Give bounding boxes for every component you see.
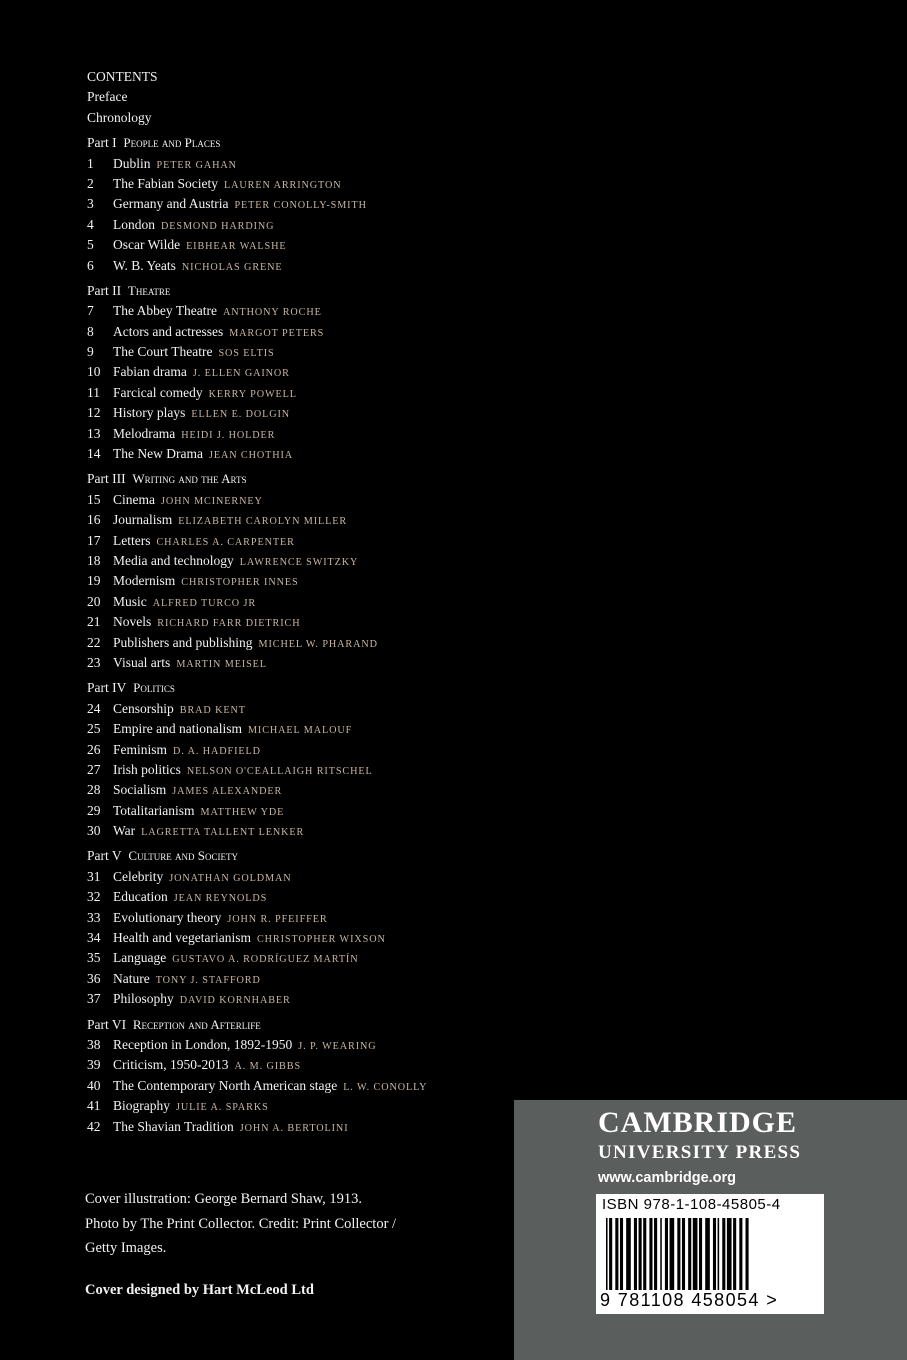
chapter-entry [87, 510, 507, 530]
chapter-author: JONATHAN GOLDMAN [169, 872, 292, 884]
chapter-number: 10 [87, 364, 101, 380]
chapter-entry [87, 235, 507, 255]
barcode-bar [606, 1218, 608, 1290]
barcode-bar [620, 1218, 623, 1290]
chapter-title: The New Drama [113, 446, 203, 462]
chapter-entry [87, 215, 507, 235]
chapter-title: Publishers and publishing [113, 634, 253, 650]
chapter-number: 42 [87, 1118, 101, 1134]
chapter-author: ALFRED TURCO JR [152, 597, 257, 609]
chapter-title: Socialism [113, 782, 167, 798]
chapter-title: Actors and actresses [113, 323, 224, 339]
barcode-bar [670, 1218, 675, 1290]
barcode-bar [654, 1218, 657, 1290]
chapter-number: 27 [87, 761, 101, 777]
part-label: Part IV [87, 680, 127, 696]
barcode-bar [713, 1218, 716, 1290]
chapter-author: EIBHEAR WALSHE [186, 241, 287, 253]
barcode-bar [660, 1218, 662, 1290]
chapter-entry [87, 1035, 507, 1055]
chapter-number: 33 [87, 909, 101, 925]
part-heading [87, 846, 507, 866]
chapter-entry [87, 571, 507, 591]
part-title: People and Places [123, 135, 221, 151]
chapter-entry [87, 928, 507, 948]
chapter-number: 23 [87, 654, 101, 670]
part-heading [87, 281, 507, 301]
chapter-author: LAWRENCE SWITZKY [239, 556, 359, 568]
chapter-entry [87, 424, 507, 444]
chapter-author: MATTHEW YDE [200, 806, 285, 818]
chapter-number: 36 [87, 970, 101, 986]
part-label: Part III [87, 471, 126, 487]
chapter-author: GUSTAVO A. RODRÍGUEZ MARTÍN [172, 954, 359, 966]
chapter-title: The Court Theatre [113, 344, 213, 360]
chapter-author: DAVID KORNHABER [179, 995, 291, 1007]
chapter-number: 14 [87, 446, 101, 462]
chapter-number: 24 [87, 700, 101, 716]
part-title: Theatre [127, 282, 171, 298]
chapter-author: ELIZABETH CAROLYN MILLER [178, 516, 348, 528]
chapter-entry [87, 633, 507, 653]
chapter-title: Irish politics [113, 761, 181, 777]
credit-line-1: Cover illustration: George Bernard Shaw, 1913. [85, 1191, 363, 1207]
chapter-number: 8 [87, 323, 94, 339]
chapter-number: 28 [87, 782, 101, 798]
chapter-number: 35 [87, 950, 101, 966]
barcode-bar [609, 1218, 612, 1290]
chapter-entry [87, 801, 507, 821]
chapter-entry [87, 1055, 507, 1075]
part-label: Part VI [87, 1016, 127, 1032]
chapter-title: Philosophy [113, 991, 174, 1007]
chapter-title: Health and vegetarianism [113, 930, 251, 946]
chapter-author: MICHEL W. PHARAND [258, 638, 378, 650]
chapter-author: KERRY POWELL [208, 388, 297, 400]
chapter-author: JOHN A. BERTOLINI [239, 1122, 349, 1134]
chapter-title: Celebrity [113, 868, 164, 884]
chapter-number: 7 [87, 303, 94, 319]
chapter-number: 37 [87, 991, 101, 1007]
chapter-author: JEAN CHOTHIA [208, 450, 294, 462]
barcode-bar [626, 1218, 631, 1290]
chapter-title: Reception in London, 1892-1950 [113, 1036, 293, 1052]
chapter-author: L. W. CONOLLY [343, 1081, 428, 1093]
chapter-number: 16 [87, 512, 101, 528]
chapter-number: 11 [87, 384, 100, 400]
chapter-entry [87, 490, 507, 510]
chapter-number: 41 [87, 1098, 101, 1114]
part-title: Reception and Afterlife [132, 1016, 261, 1032]
chapter-number: 34 [87, 930, 101, 946]
chapter-author: CHARLES A. CARPENTER [156, 536, 295, 548]
front-matter-item: Chronology [87, 109, 152, 125]
chapter-number: 20 [87, 593, 101, 609]
barcode-bar [688, 1218, 691, 1290]
chapter-number: 30 [87, 823, 101, 839]
chapter-title: Feminism [113, 741, 168, 757]
chapter-number: 15 [87, 491, 101, 507]
chapter-author: TONY J. STAFFORD [155, 974, 261, 986]
barcode-bar [733, 1218, 736, 1290]
chapter-title: Evolutionary theory [113, 909, 222, 925]
part-heading [87, 678, 507, 698]
chapter-author: ANTHONY ROCHE [222, 307, 322, 319]
chapter-number: 25 [87, 721, 101, 737]
chapter-title: Melodrama [113, 425, 176, 441]
chapter-author: JAMES ALEXANDER [172, 786, 283, 798]
chapter-author: JOHN MCINERNEY [161, 495, 263, 507]
chapter-title: Oscar Wilde [113, 237, 181, 253]
chapter-author: PETER CONOLLY-SMITH [234, 200, 367, 212]
chapter-title: Journalism [113, 512, 173, 528]
chapter-author: MARGOT PETERS [229, 327, 325, 339]
contents-heading: CONTENTS [87, 69, 158, 84]
chapter-author: JULIE A. SPARKS [176, 1102, 269, 1114]
chapter-author: CHRISTOPHER WIXSON [256, 934, 386, 946]
chapter-entry [87, 256, 507, 276]
chapter-number: 21 [87, 614, 101, 630]
chapter-number: 1 [87, 155, 94, 171]
chapter-title: Censorship [113, 700, 174, 716]
barcode-bar [705, 1218, 710, 1290]
chapter-number: 40 [87, 1077, 101, 1093]
chapter-author: A. M. GIBBS [234, 1061, 302, 1073]
chapter-entry [87, 760, 507, 780]
chapter-entry [87, 154, 507, 174]
chapter-entry [87, 867, 507, 887]
chapter-title: Dublin [113, 155, 151, 171]
credit-line-3: Getty Images. [85, 1240, 167, 1256]
chapter-title: Germany and Austria [113, 196, 229, 212]
chapter-author: MICHAEL MALOUF [247, 725, 353, 737]
part-heading [87, 1015, 507, 1035]
barcode-bar [722, 1218, 725, 1290]
chapter-entry [87, 948, 507, 968]
chapter-number: 18 [87, 552, 101, 568]
chapter-title: The Fabian Society [113, 175, 218, 191]
part-label: Part V [87, 848, 122, 864]
chapter-entry [87, 969, 507, 989]
chapter-author: RICHARD FARR DIETRICH [157, 618, 301, 630]
chapter-author: BRAD KENT [179, 704, 246, 716]
chapter-number: 3 [87, 196, 94, 212]
part-title: Writing and the Arts [132, 471, 247, 487]
chapter-entry [87, 194, 507, 214]
chapter-title: The Abbey Theatre [113, 303, 217, 319]
chapter-title: London [113, 216, 155, 232]
chapter-number: 32 [87, 889, 101, 905]
chapter-author: JOHN R. PFEIFFER [227, 913, 328, 925]
barcode-bar [718, 1218, 720, 1290]
chapter-title: Modernism [113, 573, 176, 589]
chapter-number: 26 [87, 741, 101, 757]
chapter-author: PETER GAHAN [156, 159, 237, 171]
chapter-number: 31 [87, 868, 101, 884]
chapter-title: The Shavian Tradition [113, 1118, 234, 1134]
publisher-logo: CAMBRIDGE [598, 1106, 798, 1139]
part-heading [87, 133, 507, 153]
chapter-entry [87, 1076, 507, 1096]
barcode-bar [649, 1218, 652, 1290]
part-label: Part II [87, 282, 122, 298]
barcode-bar [634, 1218, 637, 1290]
chapter-title: Fabian drama [113, 364, 187, 380]
barcode-bar [693, 1218, 698, 1290]
chapter-title: Farcical comedy [113, 384, 203, 400]
chapter-author: MARTIN MEISEL [176, 658, 267, 670]
chapter-entry [87, 887, 507, 907]
chapter-number: 12 [87, 405, 101, 421]
chapter-entry [87, 699, 507, 719]
chapter-title: Criticism, 1950-2013 [113, 1057, 229, 1073]
chapter-number: 5 [87, 237, 94, 253]
chapter-number: 38 [87, 1036, 101, 1052]
chapter-title: Totalitarianism [113, 802, 195, 818]
chapter-author: ELLEN E. DOLGIN [191, 409, 291, 421]
barcode-bar [615, 1218, 618, 1290]
chapter-number: 17 [87, 532, 101, 548]
chapter-title: Nature [113, 970, 150, 986]
chapter-number: 13 [87, 425, 101, 441]
designer-credit: Cover designed by Hart McLeod Ltd [85, 1282, 314, 1298]
part-heading [87, 469, 507, 489]
part-title: Culture and Society [128, 848, 238, 864]
chapter-entry [87, 821, 507, 841]
chapter-title: Education [113, 889, 168, 905]
chapter-entry [87, 592, 507, 612]
cover-credits [85, 1187, 505, 1261]
barcode-bar [727, 1218, 732, 1290]
part-title: Politics [133, 680, 175, 696]
chapter-number: 2 [87, 175, 94, 191]
chapter-title: Cinema [113, 491, 155, 507]
chapter-entry [87, 362, 507, 382]
chapter-number: 4 [87, 216, 94, 232]
chapter-entry [87, 908, 507, 928]
barcode-bar [677, 1218, 680, 1290]
barcode-digits: 9 781108 458054 > [600, 1290, 779, 1310]
chapter-author: JEAN REYNOLDS [173, 893, 268, 905]
chapter-title: Biography [113, 1098, 170, 1114]
chapter-entry [87, 383, 507, 403]
isbn-barcode [596, 1194, 824, 1314]
chapter-entry [87, 403, 507, 423]
chapter-entry [87, 342, 507, 362]
credit-line-2: Photo by The Print Collector. Credit: Print Collector / [85, 1215, 397, 1232]
chapter-title: Empire and nationalism [113, 721, 242, 737]
chapter-author: CHRISTOPHER INNES [181, 577, 299, 589]
barcode-bar [643, 1218, 646, 1290]
chapter-entry [87, 780, 507, 800]
barcode-bar [665, 1218, 668, 1290]
publisher-box [514, 1100, 907, 1360]
chapter-author: D. A. HADFIELD [173, 745, 261, 757]
chapter-title: Novels [113, 614, 152, 630]
barcode-bar [639, 1218, 642, 1290]
chapter-title: W. B. Yeats [113, 257, 176, 273]
chapter-author: SOS ELTIS [218, 348, 275, 360]
chapter-number: 9 [87, 344, 94, 360]
chapter-entry [87, 612, 507, 632]
barcode-bar [739, 1218, 742, 1290]
chapter-entry [87, 653, 507, 673]
publisher-logo-subtitle: UNIVERSITY PRESS [598, 1142, 802, 1163]
chapter-author: J. P. WEARING [298, 1040, 377, 1052]
chapter-title: Language [113, 950, 167, 966]
barcode-bar [699, 1218, 702, 1290]
chapter-entry [87, 1117, 507, 1137]
part-label: Part I [87, 135, 117, 151]
chapter-title: The Contemporary North American stage [113, 1077, 338, 1093]
chapter-entry [87, 740, 507, 760]
chapter-title: Visual arts [113, 654, 171, 670]
chapter-entry [87, 551, 507, 571]
chapter-author: NICHOLAS GRENE [181, 261, 283, 273]
chapter-author: LAUREN ARRINGTON [223, 179, 342, 191]
chapter-author: HEIDI J. HOLDER [181, 429, 276, 441]
front-matter-item: Preface [87, 89, 128, 105]
chapter-entry [87, 322, 507, 342]
chapter-title: Music [113, 593, 147, 609]
barcode-bar [682, 1218, 685, 1290]
chapter-author: DESMOND HARDING [161, 220, 275, 232]
chapter-number: 29 [87, 802, 101, 818]
chapter-title: War [113, 823, 136, 839]
chapter-number: 39 [87, 1057, 101, 1073]
chapter-title: Letters [113, 532, 151, 548]
chapter-entry [87, 989, 507, 1009]
publisher-website: www.cambridge.org [598, 1170, 737, 1186]
chapter-entry [87, 174, 507, 194]
chapter-number: 22 [87, 634, 101, 650]
chapter-entry [87, 301, 507, 321]
chapter-author: LAGRETTA TALLENT LENKER [141, 827, 305, 839]
table-of-contents [87, 67, 507, 1137]
chapter-entry [87, 719, 507, 739]
chapter-entry [87, 531, 507, 551]
chapter-entry [87, 444, 507, 464]
chapter-title: Media and technology [113, 552, 234, 568]
chapter-entry [87, 1096, 507, 1116]
chapter-author: J. ELLEN GAINOR [192, 368, 290, 380]
chapter-number: 6 [87, 257, 94, 273]
barcode-bar [746, 1218, 749, 1290]
isbn-label: ISBN 978-1-108-45805-4 [602, 1196, 781, 1213]
chapter-title: History plays [113, 405, 186, 421]
chapter-author: NELSON O'CEALLAIGH RITSCHEL [186, 765, 373, 777]
chapter-number: 19 [87, 573, 101, 589]
